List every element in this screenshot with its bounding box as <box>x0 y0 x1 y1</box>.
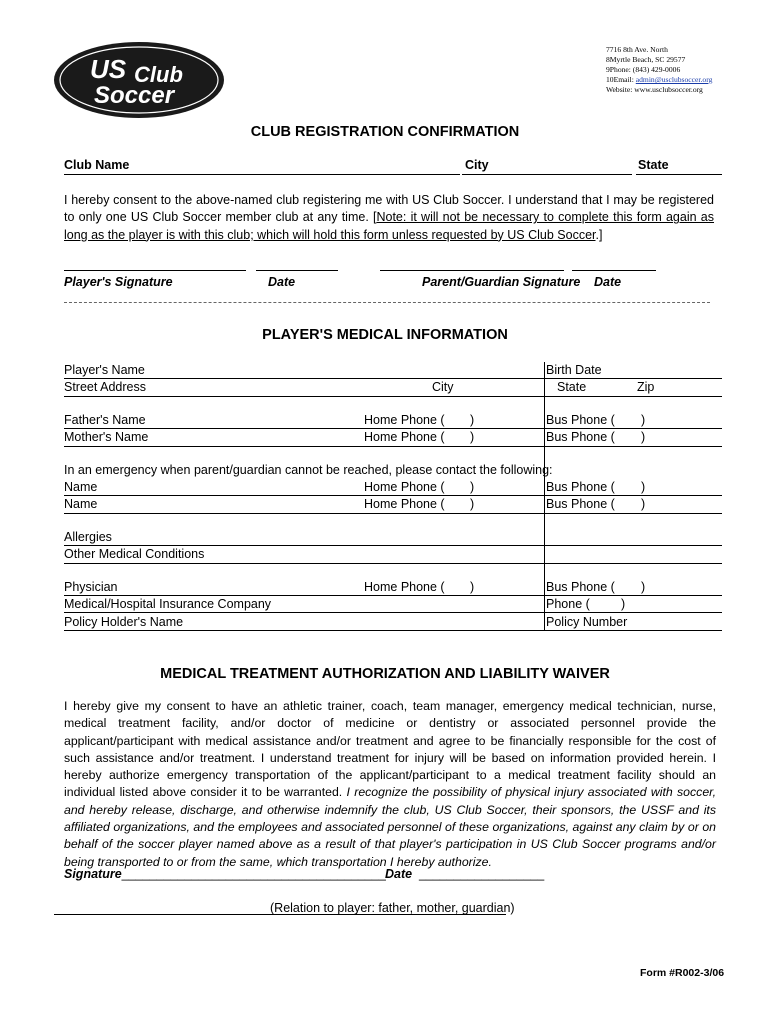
waiver-date-row <box>385 866 544 882</box>
fathers-name-label: Father's Name <box>64 413 146 427</box>
date1-field[interactable] <box>256 270 338 271</box>
emergency-name2-label: Name <box>64 497 98 511</box>
address-line-1: 7716 8th Ave. North <box>606 45 668 54</box>
emergency1-bus-phone-close: ) <box>641 480 646 494</box>
address-block <box>606 45 712 95</box>
address-line-2: 8Myrtle Beach, SC 29577 <box>606 55 686 64</box>
physician-home-phone-label: Home Phone ( <box>364 580 445 594</box>
mothers-name-label: Mother's Name <box>64 430 149 444</box>
insurance-company-label: Medical/Hospital Insurance Company <box>64 597 272 611</box>
policy-holder-field[interactable] <box>64 630 722 631</box>
emergency-text: In an emergency when parent/guardian cannot be reached, please contact the following: <box>64 463 553 477</box>
parent-signature-label: Parent/Guardian Signature <box>422 275 581 289</box>
players-name-label: Player's Name <box>64 363 145 377</box>
mothers-name-field[interactable] <box>64 446 722 447</box>
city-label-medical: City <box>432 380 454 394</box>
email-line: 10Email: admin@usclubsoccer.org <box>606 75 713 84</box>
mother-bus-phone-close: ) <box>641 430 646 444</box>
club-name-field[interactable] <box>64 174 460 175</box>
father-bus-phone-close: ) <box>641 413 646 427</box>
emergency2-bus-phone-close: ) <box>641 497 646 511</box>
waiver-signature-row <box>64 866 386 882</box>
emergency2-home-phone-label: Home Phone ( <box>364 497 445 511</box>
birth-date-label: Birth Date <box>546 363 602 377</box>
players-name-field[interactable] <box>64 378 722 379</box>
emergency1-home-phone-close: ) <box>470 480 475 494</box>
player-signature-label: Player's Signature <box>64 275 173 289</box>
physician-label: Physician <box>64 580 118 594</box>
registration-title: CLUB REGISTRATION CONFIRMATION <box>250 124 520 140</box>
zip-label: Zip <box>637 380 655 394</box>
waiver-title: MEDICAL TREATMENT AUTHORIZATION AND LIABILITY WAIVER <box>160 666 610 682</box>
waiver-text-regular: I hereby give my consent to have an athletic trainer, coach, team manager, emergency medical technician, nurse, medical treatment facility, and/or doctor of medicine or dentistry or associated personnel provide the applicant/participant with medical assistance and/or treatment and agree to be financially responsible for the cost of such assistance and/or treatment. I understand treatment for injury will be based on information provided herein. I hereby authorize emergency transportation of the applicant/participant to a medical treatment facility should an individual listed above consider it to be warranted. <box>64 699 716 800</box>
svg-text:Soccer: Soccer <box>94 82 175 109</box>
date1-label: Date <box>268 275 296 289</box>
insurance-phone-label: Phone ( <box>546 597 590 611</box>
form-number: Form #R002-3/06 <box>640 967 725 979</box>
city-field[interactable] <box>462 174 632 175</box>
waiver-signature-field[interactable]: ______________________________________ <box>121 867 386 881</box>
physician-bus-phone-close: ) <box>641 580 646 594</box>
waiver-paragraph <box>64 698 716 871</box>
website-line: Website: www.usclubsoccer.org <box>606 85 703 94</box>
mother-home-phone-label: Home Phone ( <box>364 430 445 444</box>
emergency1-home-phone-label: Home Phone ( <box>364 480 445 494</box>
insurance-company-field[interactable] <box>64 612 722 613</box>
physician-bus-phone-label: Bus Phone ( <box>546 580 615 594</box>
svg-text:Club: Club <box>134 62 183 87</box>
other-conditions-label: Other Medical Conditions <box>64 547 205 561</box>
emergency-name2-field[interactable] <box>64 513 722 514</box>
date2-field[interactable] <box>572 270 656 271</box>
mother-bus-phone-label: Bus Phone ( <box>546 430 615 444</box>
state-field[interactable] <box>636 174 722 175</box>
date2-label: Date <box>594 275 622 289</box>
father-bus-phone-label: Bus Phone ( <box>546 413 615 427</box>
emergency2-bus-phone-label: Bus Phone ( <box>546 497 615 511</box>
waiver-date-field[interactable]: __________________ <box>419 867 545 881</box>
club-name-label: Club Name <box>64 158 130 172</box>
allergies-label: Allergies <box>64 530 112 544</box>
us-club-soccer-logo <box>52 40 227 120</box>
waiver-text-italic: I recognize the possibility of physical injury associated with soccer, and hereby release, discharge, and otherwise indemnify the club, US Club Soccer, their sponsors, the USSF and its affiliated organizations, and the employees and associated personnel of these organizations, against any claim by or on behalf of the soccer player named above as a result of that player's participation in US Club Soccer programs and/or being transported to or from the same, which transportation I hereby authorize. <box>64 785 716 869</box>
physician-home-phone-close: ) <box>470 580 475 594</box>
consent-paragraph: I hereby consent to the above-named club registering me with US Club Soccer. I understand that I may be registered to only one US Club Soccer member club at any time. [Note: it will not be necessary to complete this form again as long as the player is with this club; which will hold this form unless requested by US Club Soccer.] <box>64 193 714 242</box>
emergency2-home-phone-close: ) <box>470 497 475 511</box>
player-signature-field[interactable] <box>64 270 246 271</box>
medical-title: PLAYER'S MEDICAL INFORMATION <box>262 327 508 343</box>
insurance-phone-close: ) <box>621 597 626 611</box>
policy-number-label: Policy Number <box>546 615 628 629</box>
father-home-phone-label: Home Phone ( <box>364 413 445 427</box>
right-column-divider <box>544 362 545 630</box>
svg-text:US: US <box>90 54 127 84</box>
section-divider <box>64 302 710 303</box>
mother-home-phone-close: ) <box>470 430 475 444</box>
street-address-field[interactable] <box>64 396 722 397</box>
emergency-name1-label: Name <box>64 480 98 494</box>
phone-line: 9Phone: (843) 429-0006 <box>606 65 681 74</box>
father-home-phone-close: ) <box>470 413 475 427</box>
state-label-medical: State <box>557 380 587 394</box>
parent-signature-field[interactable] <box>380 270 564 271</box>
relation-label: (Relation to player: father, mother, guardian) <box>270 901 515 915</box>
waiver-signature-label: Signature <box>64 867 122 881</box>
state-label: State <box>638 158 669 172</box>
waiver-date-label: Date <box>385 867 413 881</box>
street-address-label: Street Address <box>64 380 146 394</box>
email-link[interactable]: admin@usclubsoccer.org <box>635 75 713 84</box>
city-label: City <box>465 158 489 172</box>
policy-holder-label: Policy Holder's Name <box>64 615 184 629</box>
other-conditions-field[interactable] <box>64 563 722 564</box>
emergency1-bus-phone-label: Bus Phone ( <box>546 480 615 494</box>
